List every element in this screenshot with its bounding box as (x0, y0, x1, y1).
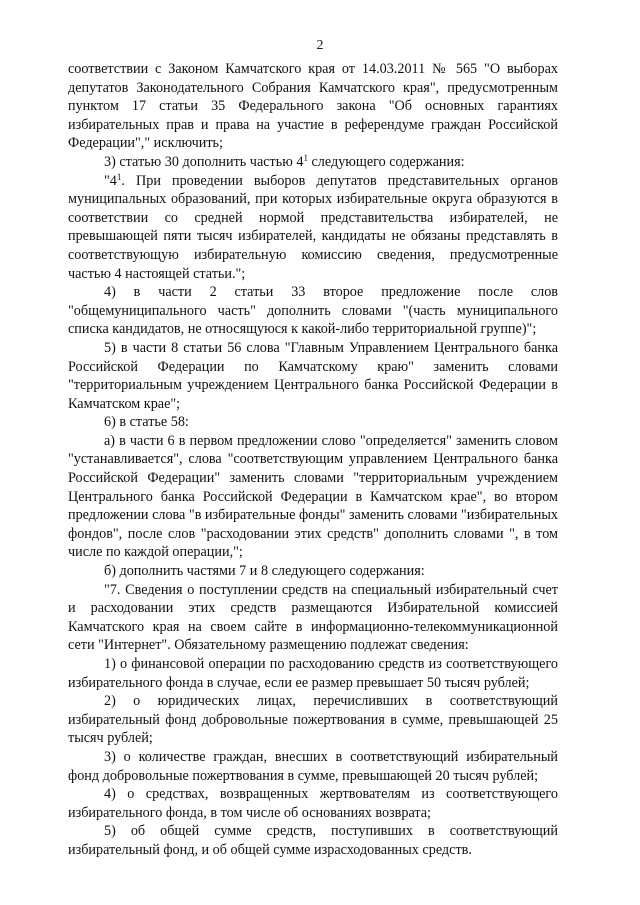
text-segment: 5) об общей сумме средств, поступивших в соответствующий избирательный фонд, и об общей сумме израсходованных средств. (68, 823, 558, 858)
text-segment: 4) о средствах, возвращенных жертвователям из соответствующего избирательного фонда, в том числе об основаниях возврата; (68, 786, 558, 821)
paragraph-subitem-5 (68, 822, 558, 859)
paragraph-item-6a (68, 432, 558, 562)
text-segment: 4) в части 2 статьи 33 второе предложение после слов "общемуниципального часть" дополнить словами "(часть муниципального списка кандидатов, не относящуюся к какой-либо территориальной группе)"; (68, 284, 558, 338)
paragraph-subitem-1 (68, 655, 558, 692)
text-segment: 1) о финансовой операции по расходованию средств из соответствующего избирательного фонда в случае, если ее размер превышает 50 тысяч рублей; (68, 656, 558, 691)
page-number: 2 (316, 38, 324, 53)
paragraph-subitem-2 (68, 692, 558, 748)
text-segment: . При проведении выборов депутатов представительных органов муниципальных образований, при которых избирательные округа образуются в соответствии со средней нормой представительства избирателей, не превышающей пяти тысяч избирателей, кандидаты не обязаны представлять в соответствующую избирательную комиссию сведения, предусмотренные частью 4 настоящей статьи."; (68, 172, 558, 282)
text-segment: следующего содержания: (307, 153, 465, 170)
paragraph-item-3 (68, 153, 558, 172)
paragraph-item-6b (68, 562, 558, 581)
text-segment: 2) о юридических лицах, перечисливших в соответствующий избирательный фонд добровольные пожертвования в сумме, превышающей 25 тысяч рублей; (68, 693, 558, 747)
paragraph-item-6 (68, 413, 558, 432)
text-segment: б) дополнить частями 7 и 8 следующего содержания: (104, 563, 425, 580)
text-segment: "7. Сведения о поступлении средств на специальный избирательный счет и расходовании этих средств размещаются Избирательной комиссией Камчатского края на своем сайте в информационно-телекоммуникационной сети "Интернет". Обязательному размещению подлежат сведения: (68, 581, 558, 654)
text-segment: 6) в статье 58: (104, 414, 189, 431)
text-segment: 3) статью 30 дополнить частью 4 (104, 153, 304, 170)
paragraph-intro-continuation (68, 60, 558, 153)
paragraph-item-5 (68, 339, 558, 413)
paragraph-subitem-3 (68, 748, 558, 785)
superscript: 1 (303, 152, 308, 163)
text-segment: "4 (104, 172, 117, 189)
superscript: 1 (116, 171, 122, 182)
text-segment: а) в части 6 в первом предложении слово "определяется" заменить словом "устанавливается", слова "соответствующим управлением Центрального банка Российской Федерации" заменить словами "территориальным учреждением Центрального банка Российской Федерации в Камчатском крае", во втором предложении слова "в избирательные фонды" заменить словами "избирательных фондов", после слов "расходовании этих средств" дополнить словами ", в том числе по каждой операции,"; (68, 432, 559, 561)
text-segment: соответствии с Законом Камчатского края от 14.03.2011 № 565 "О выборах депутатов Законодательного Собрания Камчатского края", предусмотренным пунктом 17 статьи 35 Федерального закона "Об основных гарантиях избирательных прав и права на участие в референдуме граждан Российской Федерации"," исключить; (68, 61, 558, 152)
document-body (68, 60, 558, 860)
paragraph-item-4 (68, 283, 558, 339)
paragraph-subitem-4 (68, 785, 558, 822)
paragraph-part-7 (68, 581, 558, 655)
paragraph-part-4-1 (68, 172, 558, 284)
text-segment: 5) в части 8 статьи 56 слова "Главным Управлением Центрального банка Российской Федерации по Камчатскому краю" заменить словами "территориальным учреждением Центрального банка Российской Федерации в Камчатском крае"; (68, 339, 558, 412)
text-segment: 3) о количестве граждан, внесших в соответствующий избирательный фонд добровольные пожертвования в сумме, превышающей 20 тысяч рублей; (68, 748, 558, 784)
